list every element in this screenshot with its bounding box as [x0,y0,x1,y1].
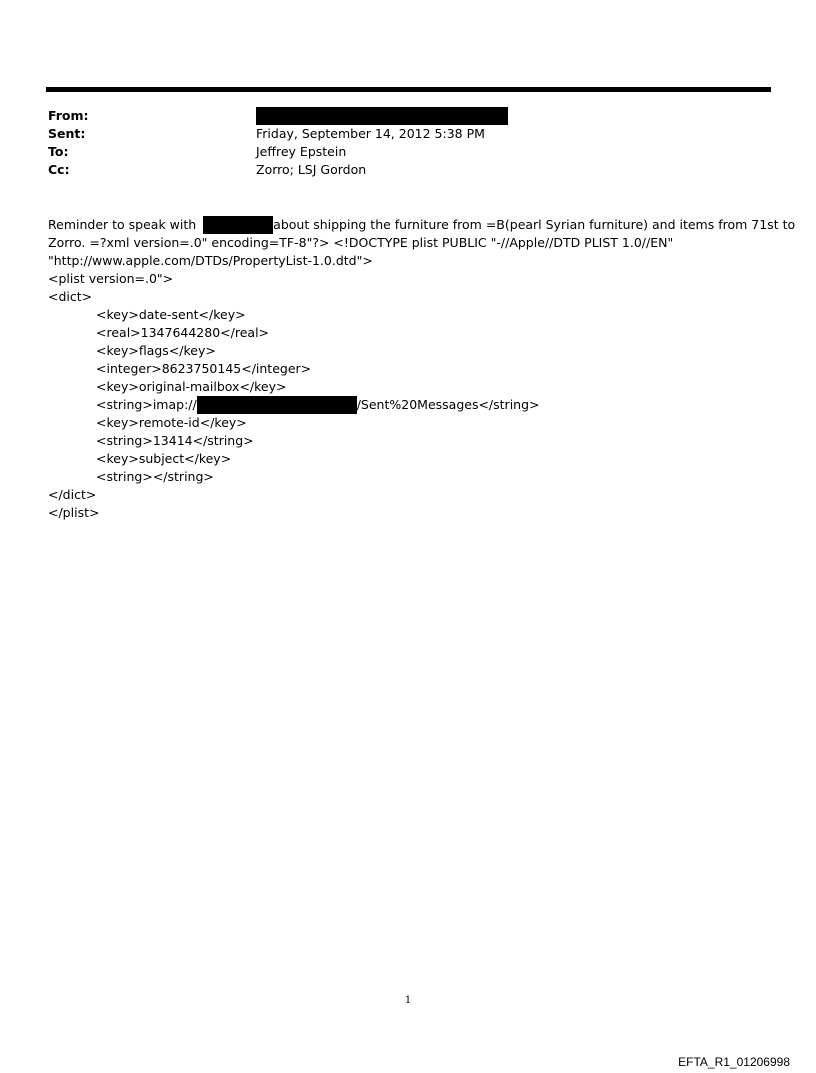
redaction-box [256,107,508,125]
body-text-segment: about shipping the furniture from =B(pearl Syrian furniture) and items from 71st to [273,217,796,232]
to-value: Jeffrey Epstein [256,144,347,159]
from-value [256,107,508,125]
body-line: <plist version=.0"> [48,271,174,286]
plist-line: <key>flags</key> [96,343,216,358]
cc-label: Cc: [48,162,70,177]
email-body [48,216,796,522]
plist-line: <key>original-mailbox</key> [96,379,287,394]
redaction-box [203,216,273,234]
body-text-segment: <string>imap:// [96,397,197,412]
body-text-segment: Reminder to speak with [48,217,197,232]
plist-line: <key>date-sent</key> [96,307,246,322]
bates-number: EFTA_R1_01206998 [678,1055,790,1069]
body-line: </plist> [48,505,100,520]
redaction-box [197,396,357,414]
body-text-segment: /Sent%20Messages</string> [356,397,540,412]
page-number: 1 [404,995,412,1006]
body-line: </dict> [48,487,97,502]
plist-line [48,396,778,414]
body-line: Zorro. =?xml version=.0" encoding=TF-8"?> <!DOCTYPE plist PUBLIC "-//Apple//DTD PLIST 1.0//EN" [48,235,674,250]
to-label: To: [48,144,69,159]
header-divider [46,87,771,92]
body-line: <dict> [48,289,93,304]
plist-line: <key>remote-id</key> [96,415,247,430]
body-line: "http://www.apple.com/DTDs/PropertyList-1.0.dtd"> [48,253,373,268]
plist-line: <string>13414</string> [96,433,254,448]
cc-value: Zorro; LSJ Gordon [256,162,367,177]
plist-line: <real>1347644280</real> [96,325,270,340]
plist-line: <key>subject</key> [96,451,232,466]
sent-value: Friday, September 14, 2012 5:38 PM [256,126,485,141]
from-label: From: [48,108,89,123]
plist-line: <integer>8623750145</integer> [96,361,312,376]
plist-line: <string></string> [96,469,214,484]
sent-label: Sent: [48,126,86,141]
body-line [48,216,796,234]
